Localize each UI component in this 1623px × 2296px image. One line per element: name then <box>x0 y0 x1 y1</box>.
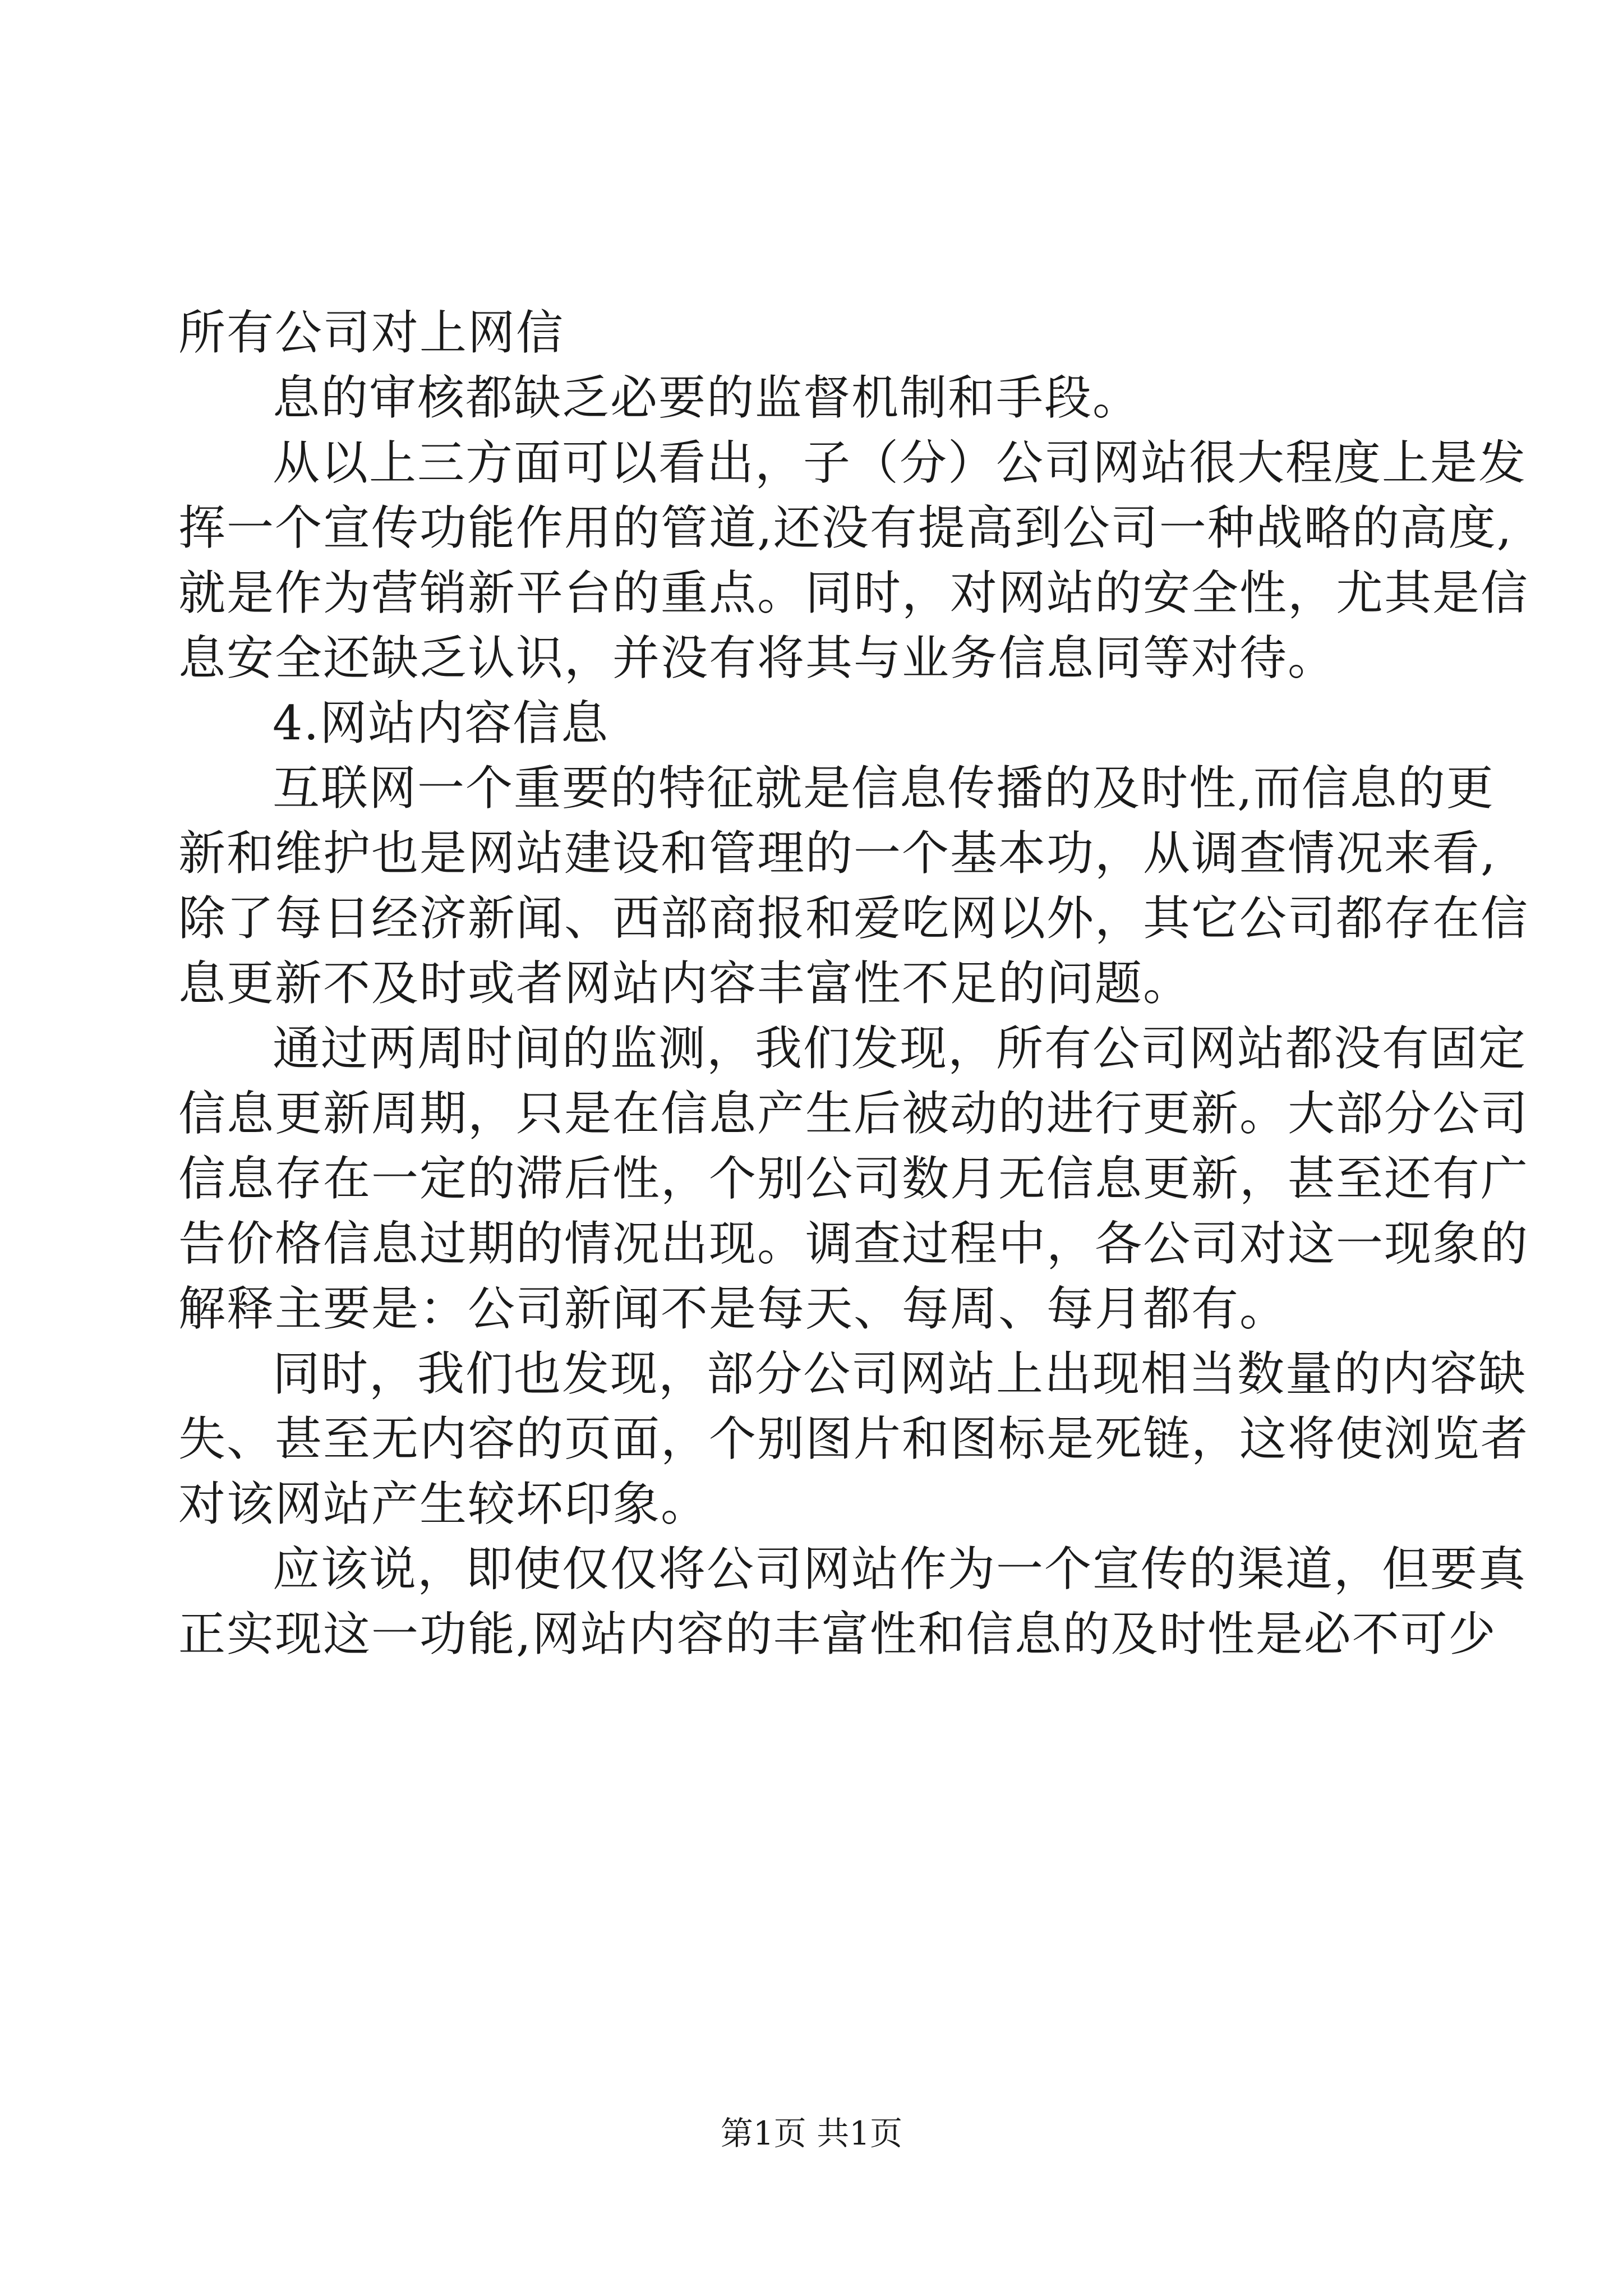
text-line: 从以上三方面可以看出，子（分）公司网站很大程度上是发 <box>273 435 1527 490</box>
text-line: 息更新不及时或者网站内容丰富性不足的问题。 <box>178 956 1192 1011</box>
text-line: 除了每日经济新闻、西部商报和爱吃网以外，其它公司都存在信 <box>178 891 1529 946</box>
text-line: 互联网一个重要的特征就是信息传播的及时性,而信息的更 <box>273 761 1495 816</box>
text-line: 信息更新周期，只是在信息产生后被动的进行更新。大部分公司 <box>178 1086 1529 1141</box>
text-line: 对该网站产生较坏印象。 <box>178 1476 709 1531</box>
text-line: 就是作为营销新平台的重点。同时，对网站的安全性，尤其是信 <box>178 565 1529 620</box>
section-heading: 4.网站内容信息 <box>273 696 610 751</box>
document-body <box>178 300 1529 1667</box>
text-line: 息安全还缺乏认识，并没有将其与业务信息同等对待。 <box>178 631 1336 685</box>
text-line: 同时，我们也发现，部分公司网站上出现相当数量的内容缺 <box>273 1346 1527 1401</box>
text-line: 解释主要是：公司新闻不是每天、每周、每月都有。 <box>178 1281 1288 1336</box>
text-line: 正实现这一功能,网站内容的丰富性和信息的及时性是必不可少 <box>178 1607 1497 1662</box>
text-line: 所有公司对上网信 <box>178 305 565 360</box>
text-line: 息的审核都缺乏必要的监督机制和手段。 <box>273 370 1141 425</box>
text-line: 信息存在一定的滞后性，个别公司数月无信息更新，甚至还有广 <box>178 1151 1529 1206</box>
text-line: 失、甚至无内容的页面，个别图片和图标是死链，这将使浏览者 <box>178 1411 1529 1466</box>
text-line: 通过两周时间的监测，我们发现，所有公司网站都没有固定 <box>273 1021 1527 1076</box>
page-footer: 第1页 共1页 <box>720 2114 903 2152</box>
text-line: 应该说，即使仅仅将公司网站作为一个宣传的渠道，但要真 <box>273 1542 1527 1596</box>
text-line: 告价格信息过期的情况出现。调查过程中，各公司对这一现象的 <box>178 1216 1529 1271</box>
text-line: 挥一个宣传功能作用的管道,还没有提高到公司一种战略的高度, <box>178 500 1513 555</box>
text-line: 新和维护也是网站建设和管理的一个基本功，从调查情况来看, <box>178 826 1497 881</box>
